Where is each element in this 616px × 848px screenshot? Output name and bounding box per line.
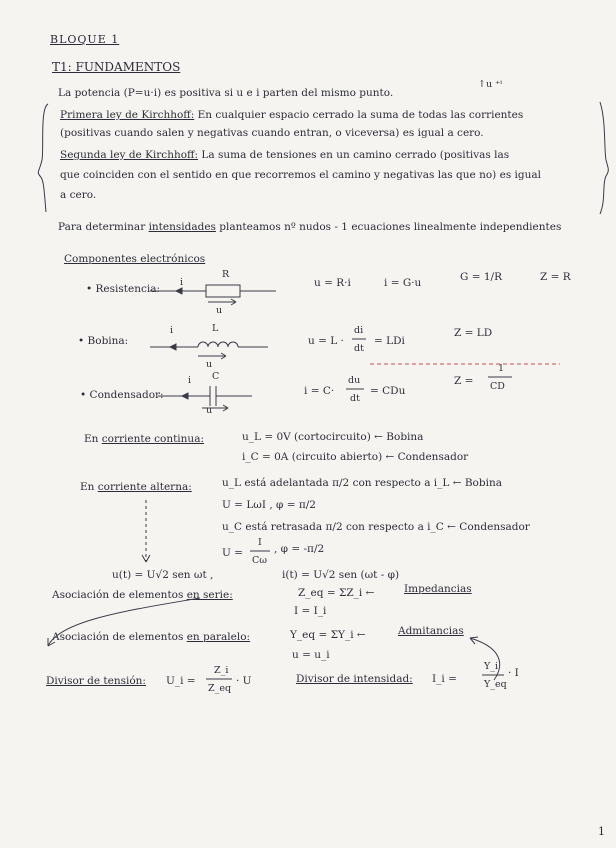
coil-eq-1-den: dt [354, 343, 364, 354]
kirchhoff-first-line-2: (positivas cuando salen y negativas cuando entran, o viceversa) es igual a cero. [60, 127, 484, 139]
coil-eq-2: Z = LD [454, 327, 493, 339]
capacitor-eq-2-den: CD [490, 381, 505, 392]
capacitor-eq-1-rhs: = CDu [370, 385, 406, 397]
ac-line-3: u_C está retrasada π/2 con respecto a i_C ← Condensador [222, 521, 530, 533]
series-eq: Z_eq = ΣZ_i ← [298, 587, 375, 599]
series-title: en serie: [186, 589, 233, 601]
resistor-body [206, 285, 240, 297]
series-to-divider-arrow [48, 598, 200, 646]
coil-winding [198, 342, 238, 347]
voltage-divider-rhs: · U [236, 675, 252, 687]
ac-line-5a: u(t) = U√2 sen ωt , [112, 569, 214, 581]
resistor-current-arrow [176, 288, 182, 294]
voltage-divider-den: Z_eq [208, 683, 232, 694]
ac-line-2: U = LωI , φ = π/2 [222, 499, 316, 511]
method-underlined: intensidades [148, 221, 216, 233]
coil-voltage-label: u [206, 359, 213, 370]
capacitor-current-arrow [182, 393, 188, 399]
resistor-eq-4: Z = R [540, 271, 571, 283]
kirchhoff-second-title: Segunda ley de Kirchhoff: [60, 149, 199, 161]
capacitor-eq-1-lhs: i = C· [304, 385, 335, 397]
voltage-divider-title: Divisor de tensión: [46, 675, 146, 687]
resistor-current-label: i [180, 277, 184, 288]
coil-current-arrow [170, 344, 176, 350]
current-divider-rhs: · I [508, 667, 519, 679]
coil-eq-1-lhs: u = L · [308, 335, 344, 347]
current-divider-title: Divisor de intensidad: [296, 673, 413, 685]
resistor-eq-2: i = G·u [384, 277, 422, 289]
kirchhoff-right-brace [600, 102, 608, 214]
topic-title: T1: FUNDAMENTOS [52, 60, 181, 74]
components-heading: Componentes electrónicos [64, 253, 206, 265]
ac-line-4-num: I [258, 537, 262, 548]
resistor-voltage-label: u [216, 305, 223, 316]
capacitor-eq-1-num: du [348, 375, 361, 386]
dc-prefix: En [84, 433, 99, 445]
capacitor-label: • Condensador: [80, 389, 164, 401]
current-divider-lhs: I_i = [432, 673, 457, 685]
ac-title: corriente alterna: [97, 481, 192, 493]
page-number: 1 [598, 825, 605, 838]
kirchhoff-second-line-3: a cero. [60, 189, 97, 201]
parallel-title: en paralelo: [186, 631, 251, 643]
method-suffix: planteamos nº nudos - 1 ecuaciones linealmente independientes [219, 221, 562, 233]
power-sentence: La potencia (P=u·i) es positiva si u e i parten del mismo punto. [58, 87, 394, 99]
ac-line-4-den: Cω [252, 555, 268, 566]
block-title: BLOQUE 1 [50, 33, 120, 46]
kirchhoff-first-text-1: En cualquier espacio cerrado la suma de todas las corrientes [197, 109, 524, 121]
capacitor-voltage-label: u [206, 405, 213, 416]
current-divider-num: Y_i [484, 661, 499, 672]
coil-eq-1-rhs: = LDi [374, 335, 405, 347]
parallel-to-divider-arrow [470, 638, 500, 680]
resistor-symbol: R [222, 269, 230, 280]
coil-label: • Bobina: [78, 335, 129, 347]
coil-current-label: i [170, 325, 174, 336]
parallel-tag: Admitancias [398, 625, 464, 637]
coil-eq-1-num: di [354, 325, 364, 336]
series-tag: Impedancias [404, 583, 472, 595]
ac-line-5b: i(t) = U√2 sen (ωt - φ) [282, 569, 400, 581]
method-prefix: Para determinar [58, 221, 146, 233]
voltage-divider-lhs: U_i = [166, 675, 196, 687]
coil-symbol: L [212, 323, 219, 334]
dc-line-2: i_C = 0A (circuito abierto) ← Condensador [242, 451, 469, 463]
capacitor-eq-2-lhs: Z = [454, 375, 474, 387]
current-divider-den: Y_eq [484, 679, 507, 690]
capacitor-current-label: i [188, 375, 192, 386]
parallel-eq-2: u = u_i [292, 649, 330, 661]
series-eq-2: I = I_i [294, 605, 327, 617]
resistor-eq-3: G = 1/R [460, 271, 502, 283]
kirchhoff-first-title: Primera ley de Kirchhoff: [60, 109, 195, 121]
capacitor-eq-2-num: 1 [498, 363, 505, 374]
kirchhoff-second-line-2: que coinciden con el sentido en que recorremos el camino y negativas las que no) es igual [60, 169, 542, 181]
parallel-eq: Y_eq = ΣY_i ← [290, 629, 366, 641]
parallel-prefix: Asociación de elementos [52, 631, 184, 643]
ac-line-4-lhs: U = [222, 547, 243, 559]
power-note: ↑u ⁺ⁱ [478, 79, 503, 90]
ac-line-4-rhs: , φ = -π/2 [274, 543, 325, 555]
resistor-eq-1: u = R·i [314, 277, 351, 289]
capacitor-symbol: C [212, 371, 220, 382]
dc-title: corriente continua: [101, 433, 204, 445]
ac-line-1: u_L está adelantada π/2 con respecto a i_L ← Bobina [222, 477, 502, 489]
ac-prefix: En [80, 481, 95, 493]
resistor-label: • Resistencia: [86, 283, 161, 295]
series-prefix: Asociación de elementos [52, 589, 184, 601]
voltage-divider-num: Z_i [214, 665, 229, 676]
kirchhoff-left-brace [38, 104, 48, 212]
dc-line-1: u_L = 0V (cortocircuito) ← Bobina [242, 431, 424, 443]
kirchhoff-second-text-1: La suma de tensiones en un camino cerrado (positivas las [201, 149, 510, 161]
capacitor-eq-1-den: dt [350, 393, 360, 404]
